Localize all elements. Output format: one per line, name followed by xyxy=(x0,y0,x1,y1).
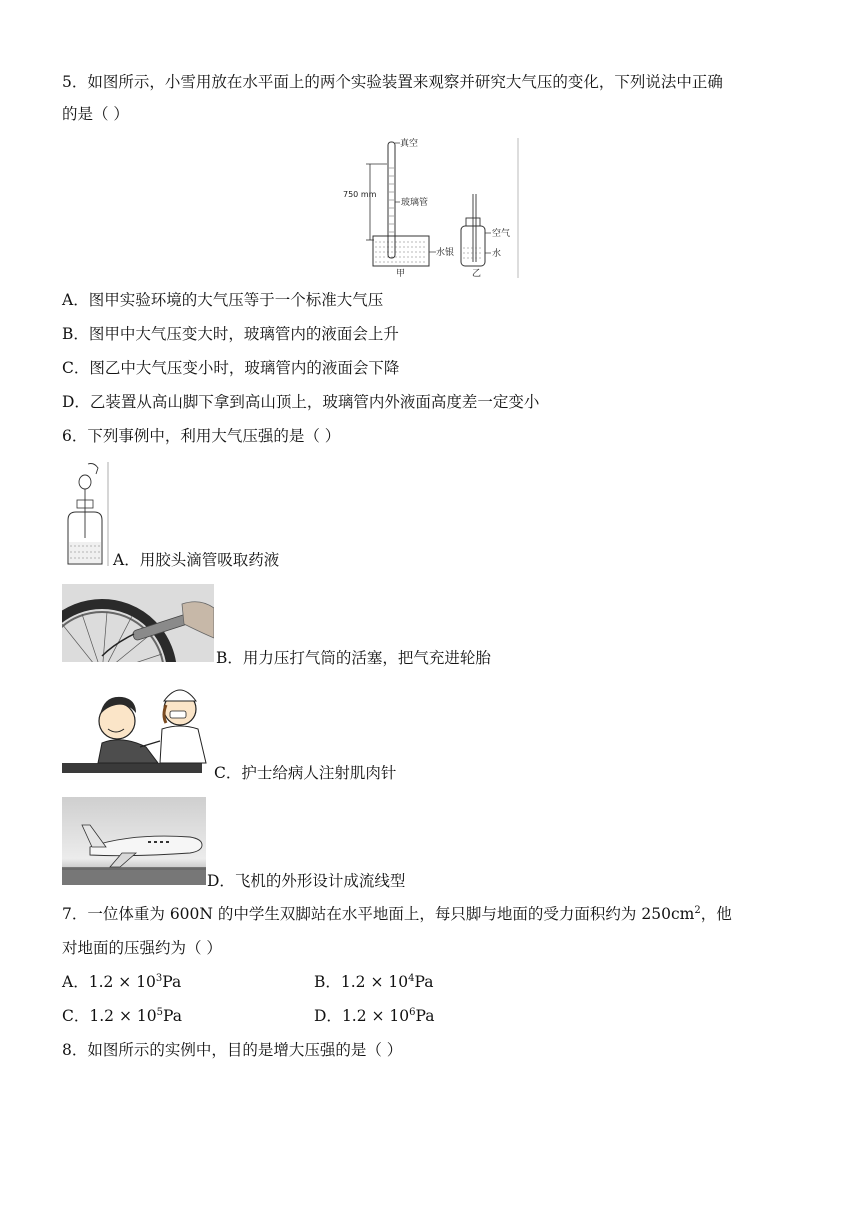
q6-nurse-injection-cartoon xyxy=(62,681,212,775)
q7-option-d-prefix: D． xyxy=(314,1007,342,1025)
q7-option-d xyxy=(314,1006,435,1026)
label-yi: 乙 xyxy=(472,269,482,278)
q6-stem: 6．下列事例中，利用大气压强的是（ ） xyxy=(62,427,341,445)
label-vacuum: 真空 xyxy=(400,139,419,149)
q7-option-c-exponent: 5 xyxy=(156,1006,163,1018)
q7-option-b-mantissa: 1.2 × 10 xyxy=(340,973,409,991)
q7-stem-line1 xyxy=(62,904,732,924)
q7-area-exp: 2 xyxy=(694,904,701,916)
label-mercury: 水银 xyxy=(436,248,455,258)
q7-option-c-mantissa: 1.2 × 10 xyxy=(89,1007,157,1025)
mercury-dish xyxy=(373,236,429,266)
q5-barometer-figure xyxy=(340,136,525,278)
q7-option-c xyxy=(62,1006,182,1026)
q7-option-a-prefix: A． xyxy=(62,973,89,991)
q5-option-b: B．图甲中大气压变大时，玻璃管内的液面会上升 xyxy=(62,325,399,343)
q7-stem-line2: 对地面的压强约为（ ） xyxy=(62,939,222,957)
q7-weight: 600N xyxy=(169,905,213,923)
q6-airplane-photo xyxy=(62,797,206,885)
q7-option-b-unit: Pa xyxy=(414,973,434,991)
label-750mm: 750 mm xyxy=(343,190,377,199)
q7-option-c-prefix: C． xyxy=(62,1007,90,1025)
q7-option-d-exponent: 6 xyxy=(409,1006,416,1018)
q6-option-b: B．用力压打气筒的活塞，把气充进轮胎 xyxy=(216,649,491,667)
q7-option-b-prefix: B． xyxy=(314,973,341,991)
q7-option-b-exponent: 4 xyxy=(408,972,415,984)
q8-stem: 8．如图所示的实例中，目的是增大压强的是（ ） xyxy=(62,1041,403,1059)
q7-stem-part-b: 的中学生双脚站在水平地面上，每只脚与地面的受力面积约为 xyxy=(217,905,637,923)
q7-stem-part-c: ，他 xyxy=(700,905,732,923)
q7-option-a-mantissa: 1.2 × 10 xyxy=(88,973,156,991)
q5-stem-line2: 的是（ ） xyxy=(62,105,129,123)
q6-option-a: A．用胶头滴管吸取药液 xyxy=(113,551,280,569)
q5-stem-line1: 5．如图所示，小雪用放在水平面上的两个实验装置来观察并研究大气压的变化，下列说法中正确 xyxy=(62,73,723,91)
q7-area-base: 250cm xyxy=(641,905,695,923)
q5-option-d: D．乙装置从高山脚下拿到高山顶上，玻璃管内外液面高度差一定变小 xyxy=(62,393,540,411)
q7-stem-part-a: 7．一位体重为 xyxy=(62,905,165,923)
q7-option-d-unit: Pa xyxy=(415,1007,435,1025)
q5-option-c: C．图乙中大气压变小时，玻璃管内的液面会下降 xyxy=(62,359,400,377)
label-water: 水 xyxy=(492,249,502,259)
q6-option-d: D．飞机的外形设计成流线型 xyxy=(207,872,406,890)
label-jia: 甲 xyxy=(396,269,406,278)
q7-option-b xyxy=(314,972,433,992)
label-air: 空气 xyxy=(492,229,511,239)
q7-option-c-unit: Pa xyxy=(162,1007,182,1025)
q6-bicycle-pump-photo xyxy=(62,584,214,662)
q5-option-a: A．图甲实验环境的大气压等于一个标准大气压 xyxy=(62,291,384,309)
q6-dropper-illustration xyxy=(60,460,112,568)
q7-option-a xyxy=(62,972,181,992)
q7-option-a-unit: Pa xyxy=(162,973,182,991)
q6-option-c: C．护士给病人注射肌肉针 xyxy=(214,764,397,782)
label-glass-tube: 玻璃管 xyxy=(401,198,429,208)
q7-option-a-exponent: 3 xyxy=(155,972,163,984)
q7-area xyxy=(641,905,700,923)
q7-option-d-mantissa: 1.2 × 10 xyxy=(341,1007,410,1025)
